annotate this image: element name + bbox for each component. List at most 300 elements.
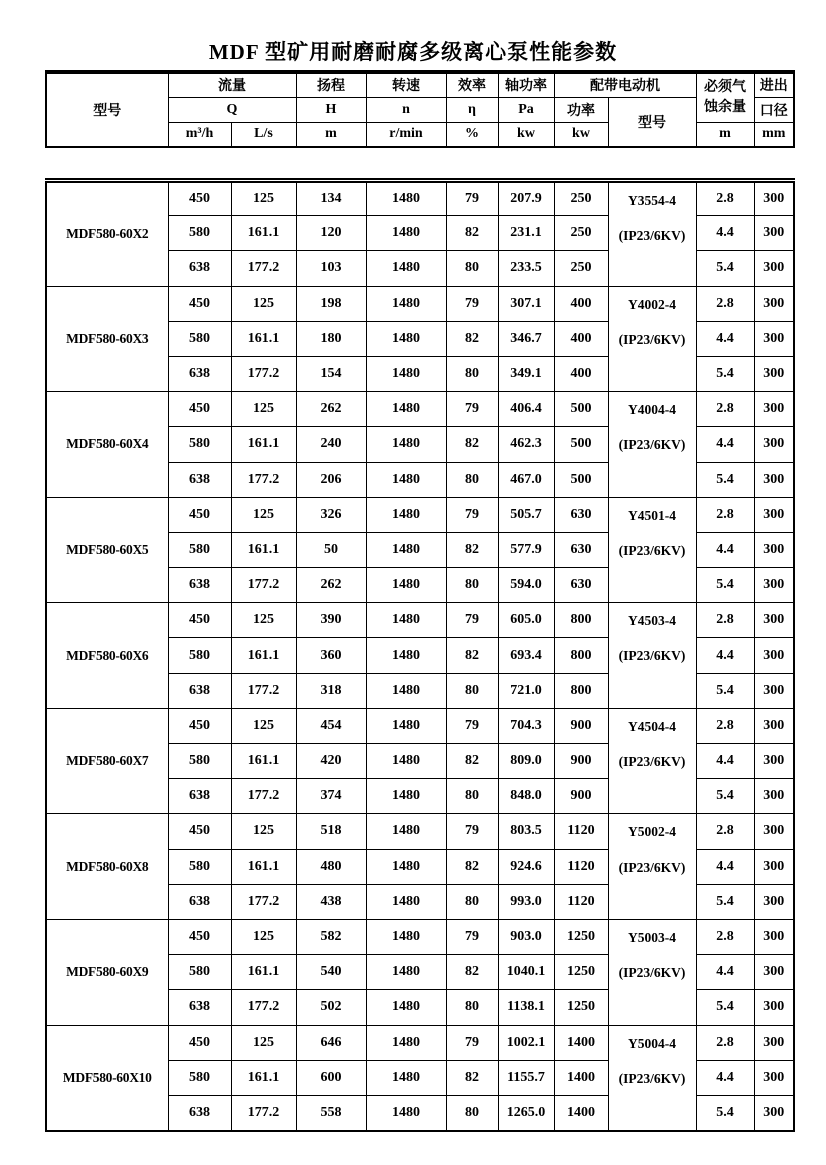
cell-port-diameter: 300: [754, 497, 794, 532]
cell-shaft-power: 924.6: [498, 849, 554, 884]
cell-efficiency: 79: [446, 1025, 498, 1060]
header-motor: 配带电动机: [554, 72, 696, 97]
cell-port-diameter: 300: [754, 427, 794, 462]
cell-flow-m3h: 580: [168, 1060, 231, 1095]
motor-model-spec: (IP23/6KV): [618, 331, 686, 347]
cell-flow-ls: 125: [231, 286, 296, 321]
cell-head: 198: [296, 286, 366, 321]
cell-head: 50: [296, 532, 366, 567]
cell-port-diameter: 300: [754, 568, 794, 603]
cell-npsh: 4.4: [696, 1060, 754, 1095]
table-row: [46, 814, 794, 849]
cell-shaft-power: 594.0: [498, 568, 554, 603]
motor-model-name: Y4504-4: [628, 718, 676, 734]
cell-flow-m3h: 638: [168, 462, 231, 497]
pump-model-cell: MDF580-60X2: [46, 181, 168, 287]
cell-shaft-power: 233.5: [498, 251, 554, 286]
cell-efficiency: 79: [446, 392, 498, 427]
motor-model-name: Y5004-4: [628, 1035, 676, 1051]
pump-model-cell: MDF580-60X5: [46, 497, 168, 603]
cell-efficiency: 80: [446, 990, 498, 1025]
cell-efficiency: 82: [446, 744, 498, 779]
header-npsh-line1: 必须气: [704, 79, 746, 95]
cell-port-diameter: 300: [754, 286, 794, 321]
cell-flow-ls: 177.2: [231, 568, 296, 603]
cell-head: 390: [296, 603, 366, 638]
cell-shaft-power: 903.0: [498, 919, 554, 954]
cell-flow-m3h: 450: [168, 392, 231, 427]
cell-head: 374: [296, 779, 366, 814]
cell-speed: 1480: [366, 216, 446, 251]
cell-efficiency: 80: [446, 779, 498, 814]
cell-head: 206: [296, 462, 366, 497]
cell-efficiency: 80: [446, 884, 498, 919]
cell-shaft-power: 721.0: [498, 673, 554, 708]
motor-model-spec: (IP23/6KV): [618, 542, 686, 558]
motor-model-cell: [608, 1025, 696, 1131]
cell-motor-power: 400: [554, 356, 608, 391]
motor-model-cell: [608, 603, 696, 709]
cell-efficiency: 82: [446, 532, 498, 567]
header-efficiency-symbol: η: [446, 97, 498, 122]
cell-shaft-power: 704.3: [498, 708, 554, 743]
cell-speed: 1480: [366, 568, 446, 603]
cell-motor-power: 1120: [554, 884, 608, 919]
cell-npsh: 5.4: [696, 568, 754, 603]
cell-port-diameter: 300: [754, 1095, 794, 1130]
table-row: [46, 708, 794, 743]
cell-npsh: 5.4: [696, 1095, 754, 1130]
cell-motor-power: 400: [554, 286, 608, 321]
cell-speed: 1480: [366, 673, 446, 708]
cell-motor-power: 900: [554, 744, 608, 779]
header-motor-power-unit: kw: [554, 122, 608, 147]
cell-shaft-power: 505.7: [498, 497, 554, 532]
cell-motor-power: 1250: [554, 919, 608, 954]
cell-npsh: 2.8: [696, 814, 754, 849]
cell-flow-ls: 177.2: [231, 356, 296, 391]
cell-motor-power: 630: [554, 532, 608, 567]
cell-npsh: 2.8: [696, 1025, 754, 1060]
cell-head: 120: [296, 216, 366, 251]
motor-model-cell: [608, 919, 696, 1025]
header-shaft-power-symbol: Pa: [498, 97, 554, 122]
cell-flow-m3h: 580: [168, 744, 231, 779]
cell-port-diameter: 300: [754, 955, 794, 990]
cell-flow-ls: 161.1: [231, 955, 296, 990]
cell-efficiency: 82: [446, 216, 498, 251]
cell-motor-power: 800: [554, 673, 608, 708]
cell-efficiency: 79: [446, 708, 498, 743]
cell-flow-m3h: 638: [168, 568, 231, 603]
cell-motor-power: 250: [554, 181, 608, 216]
cell-shaft-power: 605.0: [498, 603, 554, 638]
cell-flow-ls: 177.2: [231, 251, 296, 286]
cell-flow-ls: 161.1: [231, 532, 296, 567]
cell-flow-ls: 161.1: [231, 216, 296, 251]
header-head-symbol: H: [296, 97, 366, 122]
cell-speed: 1480: [366, 603, 446, 638]
cell-port-diameter: 300: [754, 849, 794, 884]
cell-shaft-power: 803.5: [498, 814, 554, 849]
cell-speed: 1480: [366, 497, 446, 532]
cell-npsh: 4.4: [696, 638, 754, 673]
cell-flow-m3h: 580: [168, 849, 231, 884]
parameter-table-header: [45, 70, 795, 148]
motor-model-spec: (IP23/6KV): [618, 965, 686, 981]
cell-flow-m3h: 580: [168, 532, 231, 567]
motor-model-spec: (IP23/6KV): [618, 754, 686, 769]
cell-shaft-power: 406.4: [498, 392, 554, 427]
cell-shaft-power: 848.0: [498, 779, 554, 814]
cell-shaft-power: 1265.0: [498, 1095, 554, 1130]
cell-speed: 1480: [366, 181, 446, 216]
motor-model-cell: [608, 497, 696, 603]
cell-head: 134: [296, 181, 366, 216]
pump-model-cell: MDF580-60X7: [46, 708, 168, 814]
cell-efficiency: 80: [446, 251, 498, 286]
cell-flow-m3h: 638: [168, 251, 231, 286]
header-motor-power: 功率: [554, 97, 608, 122]
header-port-line1: 进出: [754, 72, 794, 97]
motor-model-name: Y4503-4: [628, 613, 676, 629]
cell-flow-m3h: 450: [168, 181, 231, 216]
pump-model-cell: MDF580-60X9: [46, 919, 168, 1025]
cell-flow-m3h: 450: [168, 603, 231, 638]
cell-head: 180: [296, 321, 366, 356]
cell-npsh: 2.8: [696, 919, 754, 954]
cell-npsh: 4.4: [696, 321, 754, 356]
cell-npsh: 2.8: [696, 181, 754, 216]
cell-head: 540: [296, 955, 366, 990]
cell-efficiency: 82: [446, 1060, 498, 1095]
cell-motor-power: 500: [554, 462, 608, 497]
cell-speed: 1480: [366, 286, 446, 321]
cell-motor-power: 400: [554, 321, 608, 356]
cell-flow-m3h: 638: [168, 779, 231, 814]
cell-flow-ls: 125: [231, 1025, 296, 1060]
cell-flow-ls: 161.1: [231, 427, 296, 462]
cell-speed: 1480: [366, 1060, 446, 1095]
header-head-unit: m: [296, 122, 366, 147]
cell-port-diameter: 300: [754, 919, 794, 954]
cell-motor-power: 1400: [554, 1060, 608, 1095]
header-port-line2: 口径: [754, 97, 794, 122]
header-model: 型号: [46, 72, 168, 147]
cell-speed: 1480: [366, 462, 446, 497]
header-flow-symbol: Q: [168, 97, 296, 122]
cell-head: 262: [296, 392, 366, 427]
motor-model-cell: [608, 814, 696, 920]
header-shaft-power: 轴功率: [498, 72, 554, 97]
cell-flow-m3h: 450: [168, 497, 231, 532]
cell-flow-ls: 161.1: [231, 849, 296, 884]
cell-speed: 1480: [366, 251, 446, 286]
cell-flow-ls: 125: [231, 919, 296, 954]
motor-model-name: Y5003-4: [628, 929, 676, 945]
motor-model-spec: (IP23/6KV): [618, 859, 686, 875]
cell-speed: 1480: [366, 849, 446, 884]
cell-speed: 1480: [366, 990, 446, 1025]
cell-shaft-power: 1155.7: [498, 1060, 554, 1095]
cell-npsh: 5.4: [696, 251, 754, 286]
cell-speed: 1480: [366, 814, 446, 849]
cell-efficiency: 82: [446, 427, 498, 462]
parameter-table-body: [45, 178, 795, 1132]
pump-model-cell: MDF580-60X6: [46, 603, 168, 709]
header-npsh-unit: m: [696, 122, 754, 147]
motor-model-spec: (IP23/6KV): [618, 228, 686, 244]
cell-flow-m3h: 450: [168, 708, 231, 743]
table-row: [46, 1025, 794, 1060]
cell-efficiency: 82: [446, 955, 498, 990]
cell-efficiency: 79: [446, 286, 498, 321]
cell-efficiency: 80: [446, 568, 498, 603]
cell-port-diameter: 300: [754, 216, 794, 251]
cell-port-diameter: 300: [754, 884, 794, 919]
cell-port-diameter: 300: [754, 1025, 794, 1060]
cell-npsh: 5.4: [696, 990, 754, 1025]
cell-head: 558: [296, 1095, 366, 1130]
cell-flow-ls: 177.2: [231, 779, 296, 814]
cell-efficiency: 80: [446, 1095, 498, 1130]
cell-motor-power: 1250: [554, 990, 608, 1025]
header-motor-model: 型号: [608, 97, 696, 147]
cell-npsh: 5.4: [696, 884, 754, 919]
cell-head: 582: [296, 919, 366, 954]
cell-npsh: 2.8: [696, 708, 754, 743]
cell-efficiency: 82: [446, 849, 498, 884]
header-speed: 转速: [366, 72, 446, 97]
cell-flow-ls: 125: [231, 392, 296, 427]
motor-model-spec: (IP23/6KV): [618, 437, 686, 453]
table-row: [46, 392, 794, 427]
motor-model-name: Y4004-4: [628, 402, 676, 418]
cell-flow-ls: 177.2: [231, 884, 296, 919]
cell-head: 646: [296, 1025, 366, 1060]
cell-speed: 1480: [366, 919, 446, 954]
cell-speed: 1480: [366, 708, 446, 743]
cell-port-diameter: 300: [754, 744, 794, 779]
cell-npsh: 4.4: [696, 532, 754, 567]
cell-port-diameter: 300: [754, 638, 794, 673]
cell-flow-ls: 125: [231, 181, 296, 216]
cell-shaft-power: 349.1: [498, 356, 554, 391]
cell-npsh: 5.4: [696, 356, 754, 391]
header-speed-symbol: n: [366, 97, 446, 122]
cell-port-diameter: 300: [754, 392, 794, 427]
cell-port-diameter: 300: [754, 251, 794, 286]
cell-motor-power: 800: [554, 603, 608, 638]
motor-model-name: Y3554-4: [628, 193, 676, 208]
cell-port-diameter: 300: [754, 814, 794, 849]
cell-shaft-power: 231.1: [498, 216, 554, 251]
cell-flow-m3h: 638: [168, 673, 231, 708]
cell-flow-m3h: 580: [168, 955, 231, 990]
cell-head: 154: [296, 356, 366, 391]
cell-port-diameter: 300: [754, 532, 794, 567]
cell-motor-power: 250: [554, 216, 608, 251]
cell-npsh: 4.4: [696, 427, 754, 462]
cell-efficiency: 79: [446, 603, 498, 638]
cell-shaft-power: 693.4: [498, 638, 554, 673]
cell-motor-power: 630: [554, 568, 608, 603]
cell-flow-m3h: 580: [168, 321, 231, 356]
cell-speed: 1480: [366, 779, 446, 814]
cell-motor-power: 900: [554, 779, 608, 814]
cell-port-diameter: 300: [754, 1060, 794, 1095]
header-shaft-power-unit: kw: [498, 122, 554, 147]
header-flow-unit-ls: L/s: [231, 122, 296, 147]
cell-port-diameter: 300: [754, 990, 794, 1025]
motor-model-name: Y4501-4: [628, 507, 676, 523]
cell-motor-power: 250: [554, 251, 608, 286]
cell-port-diameter: 300: [754, 673, 794, 708]
page-title: MDF 型矿用耐磨耐腐多级离心泵性能参数: [208, 40, 618, 64]
cell-head: 360: [296, 638, 366, 673]
cell-motor-power: 500: [554, 427, 608, 462]
cell-head: 518: [296, 814, 366, 849]
cell-port-diameter: 300: [754, 603, 794, 638]
table-row: [46, 497, 794, 532]
motor-model-cell: [608, 286, 696, 392]
cell-motor-power: 1120: [554, 849, 608, 884]
cell-flow-m3h: 638: [168, 356, 231, 391]
cell-motor-power: 1250: [554, 955, 608, 990]
pump-model-cell: MDF580-60X3: [46, 286, 168, 392]
header-head: 扬程: [296, 72, 366, 97]
cell-motor-power: 500: [554, 392, 608, 427]
cell-head: 318: [296, 673, 366, 708]
table-row: [46, 603, 794, 638]
cell-npsh: 2.8: [696, 603, 754, 638]
cell-port-diameter: 300: [754, 708, 794, 743]
cell-port-diameter: 300: [754, 321, 794, 356]
cell-flow-m3h: 450: [168, 919, 231, 954]
cell-efficiency: 79: [446, 919, 498, 954]
header-npsh-line2: 蚀余量: [704, 99, 746, 115]
cell-efficiency: 80: [446, 356, 498, 391]
header-port-unit: mm: [754, 122, 794, 147]
motor-model-spec: (IP23/6KV): [618, 648, 686, 664]
cell-shaft-power: 1002.1: [498, 1025, 554, 1060]
cell-efficiency: 79: [446, 497, 498, 532]
pump-model-cell: MDF580-60X8: [46, 814, 168, 920]
cell-npsh: 5.4: [696, 673, 754, 708]
cell-head: 326: [296, 497, 366, 532]
cell-npsh: 5.4: [696, 779, 754, 814]
cell-speed: 1480: [366, 1095, 446, 1130]
cell-shaft-power: 809.0: [498, 744, 554, 779]
table-row: [46, 919, 794, 954]
cell-motor-power: 900: [554, 708, 608, 743]
cell-npsh: 4.4: [696, 849, 754, 884]
cell-shaft-power: 462.3: [498, 427, 554, 462]
cell-npsh: 2.8: [696, 497, 754, 532]
cell-flow-ls: 177.2: [231, 1095, 296, 1130]
cell-shaft-power: 346.7: [498, 321, 554, 356]
motor-model-name: Y4002-4: [628, 296, 676, 312]
cell-efficiency: 80: [446, 462, 498, 497]
cell-flow-m3h: 580: [168, 638, 231, 673]
cell-head: 262: [296, 568, 366, 603]
cell-flow-m3h: 580: [168, 427, 231, 462]
cell-flow-ls: 161.1: [231, 1060, 296, 1095]
cell-port-diameter: 300: [754, 356, 794, 391]
cell-port-diameter: 300: [754, 181, 794, 216]
cell-shaft-power: 577.9: [498, 532, 554, 567]
cell-npsh: 5.4: [696, 462, 754, 497]
cell-shaft-power: 207.9: [498, 181, 554, 216]
motor-model-name: Y5002-4: [628, 824, 676, 840]
cell-flow-ls: 125: [231, 497, 296, 532]
cell-head: 454: [296, 708, 366, 743]
cell-speed: 1480: [366, 884, 446, 919]
cell-speed: 1480: [366, 638, 446, 673]
cell-shaft-power: 1040.1: [498, 955, 554, 990]
cell-motor-power: 1120: [554, 814, 608, 849]
header-flow-unit-m3h: m³/h: [168, 122, 231, 147]
cell-motor-power: 630: [554, 497, 608, 532]
cell-efficiency: 79: [446, 814, 498, 849]
cell-flow-ls: 161.1: [231, 744, 296, 779]
cell-head: 600: [296, 1060, 366, 1095]
cell-speed: 1480: [366, 321, 446, 356]
cell-flow-m3h: 450: [168, 286, 231, 321]
cell-speed: 1480: [366, 1025, 446, 1060]
cell-speed: 1480: [366, 392, 446, 427]
cell-shaft-power: 1138.1: [498, 990, 554, 1025]
cell-npsh: 2.8: [696, 286, 754, 321]
cell-speed: 1480: [366, 427, 446, 462]
cell-flow-m3h: 450: [168, 814, 231, 849]
header-efficiency-unit: %: [446, 122, 498, 147]
cell-motor-power: 800: [554, 638, 608, 673]
cell-efficiency: 82: [446, 638, 498, 673]
cell-port-diameter: 300: [754, 462, 794, 497]
cell-port-diameter: 300: [754, 779, 794, 814]
cell-shaft-power: 307.1: [498, 286, 554, 321]
cell-shaft-power: 467.0: [498, 462, 554, 497]
motor-model-spec: (IP23/6KV): [618, 1070, 686, 1086]
header-speed-unit: r/min: [366, 122, 446, 147]
cell-speed: 1480: [366, 532, 446, 567]
cell-flow-m3h: 580: [168, 216, 231, 251]
cell-efficiency: 79: [446, 181, 498, 216]
cell-flow-ls: 177.2: [231, 990, 296, 1025]
cell-head: 502: [296, 990, 366, 1025]
cell-npsh: 2.8: [696, 392, 754, 427]
header-flow: 流量: [168, 72, 296, 97]
cell-flow-ls: 177.2: [231, 673, 296, 708]
cell-efficiency: 82: [446, 321, 498, 356]
header-npsh: [696, 72, 754, 122]
cell-speed: 1480: [366, 744, 446, 779]
motor-model-cell: [608, 708, 696, 814]
cell-head: 420: [296, 744, 366, 779]
cell-motor-power: 1400: [554, 1025, 608, 1060]
cell-speed: 1480: [366, 955, 446, 990]
cell-head: 103: [296, 251, 366, 286]
cell-flow-ls: 125: [231, 708, 296, 743]
cell-flow-ls: 177.2: [231, 462, 296, 497]
cell-flow-ls: 125: [231, 814, 296, 849]
cell-flow-m3h: 638: [168, 1095, 231, 1130]
cell-flow-m3h: 638: [168, 990, 231, 1025]
motor-model-cell: [608, 392, 696, 498]
pump-model-cell: MDF580-60X4: [46, 392, 168, 498]
cell-npsh: 4.4: [696, 955, 754, 990]
